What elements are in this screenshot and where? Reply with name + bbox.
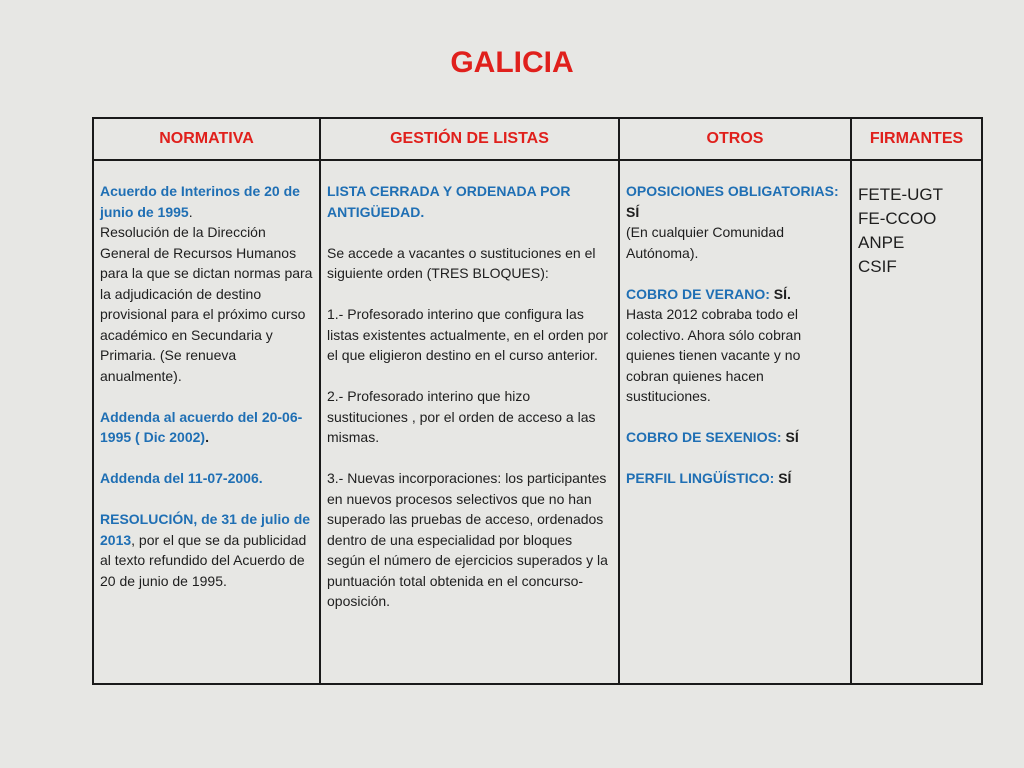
gestion-cell [320, 160, 619, 684]
addenda2-title: Addenda del 11-07-2006. [100, 470, 263, 486]
page-title: GALICIA [450, 46, 574, 79]
header-otros: OTROS [619, 118, 851, 160]
header-row [93, 118, 982, 160]
otros-cell [619, 160, 851, 684]
resolucion2-text: , por el que se da publicidad al texto refundido del Acuerdo de 20 de junio de 1995. [100, 531, 307, 589]
addenda1-title: Addenda al acuerdo del 20-06-1995 ( Dic 2002) [100, 408, 303, 445]
addenda1-tail: . [205, 429, 209, 445]
gestion-item-1: 1.- Profesorado interino que configura las listas existentes actualmente, en el orden por el que eligieron destino en el curso anterior. [327, 306, 608, 363]
verano-note: Hasta 2012 cobraba todo el colectivo. Ahora sólo cobran quienes tienen vacante y no cobran quienes hacen sustituciones. [626, 306, 802, 404]
acuerdo-tail: . [188, 203, 193, 220]
comparison-table [92, 117, 983, 685]
resolucion2-paragraph [100, 509, 313, 591]
firmante-item: FE-CCOO [858, 209, 937, 228]
oposiciones-value: SÍ [626, 203, 640, 220]
resolucion2-title: RESOLUCIÓN, de 31 de julio de 2013 [100, 511, 311, 548]
sexenios-value: SÍ [785, 429, 799, 445]
firmantes-cell [851, 160, 982, 684]
oposiciones-note: (En cualquier Comunidad Autónoma). [626, 224, 784, 261]
firmante-item: FETE-UGT [858, 185, 943, 204]
resolucion-text: Resolución de la Dirección General de Recursos Humanos para la que se dictan normas para la adjudicación de destino provisional para el próximo curso académico en Secundaria y Primaria. (Se renueva anualmente). [100, 224, 313, 384]
verano-value: SÍ. [773, 285, 791, 302]
firmante-item: CSIF [858, 257, 897, 276]
perfil-paragraph [626, 468, 844, 489]
sexenios-paragraph [626, 427, 844, 448]
addenda1-paragraph [100, 407, 313, 448]
header-normativa: NORMATIVA [93, 118, 320, 160]
verano-label: COBRO DE VERANO: [626, 285, 770, 302]
perfil-label: PERFIL LINGÜÍSTICO: [626, 470, 775, 486]
normativa-cell [93, 160, 320, 684]
header-gestion-de-listas: GESTIÓN DE LISTAS [320, 118, 619, 160]
gestion-item-2: 2.- Profesorado interino que hizo sustituciones , por el orden de acceso a las mismas. [327, 388, 596, 445]
acuerdo-title: Acuerdo de Interinos de 20 de junio de 1995 [100, 183, 300, 220]
perfil-value: SÍ [778, 470, 792, 486]
gestion-intro: Se accede a vacantes o sustituciones en el siguiente orden (TRES BLOQUES): [327, 244, 596, 281]
content-row [93, 160, 982, 684]
gestion-heading: LISTA CERRADA Y ORDENADA POR ANTIGÜEDAD. [327, 183, 571, 220]
oposiciones-label: OPOSICIONES OBLIGATORIAS: [626, 183, 839, 199]
verano-paragraph [626, 284, 844, 305]
acuerdo-paragraph [100, 181, 313, 222]
sexenios-label: COBRO DE SEXENIOS: [626, 429, 782, 445]
header-firmantes: FIRMANTES [851, 118, 982, 160]
firmante-item: ANPE [858, 233, 905, 252]
gestion-item-3: 3.- Nuevas incorporaciones: los participantes en nuevos procesos selectivos que no han superado las pruebas de acceso, ordenados dentro de una especialidad por bloques según el número de ejercicios superados y la puntuación total obtenida en el concurso-oposición. [327, 470, 608, 609]
